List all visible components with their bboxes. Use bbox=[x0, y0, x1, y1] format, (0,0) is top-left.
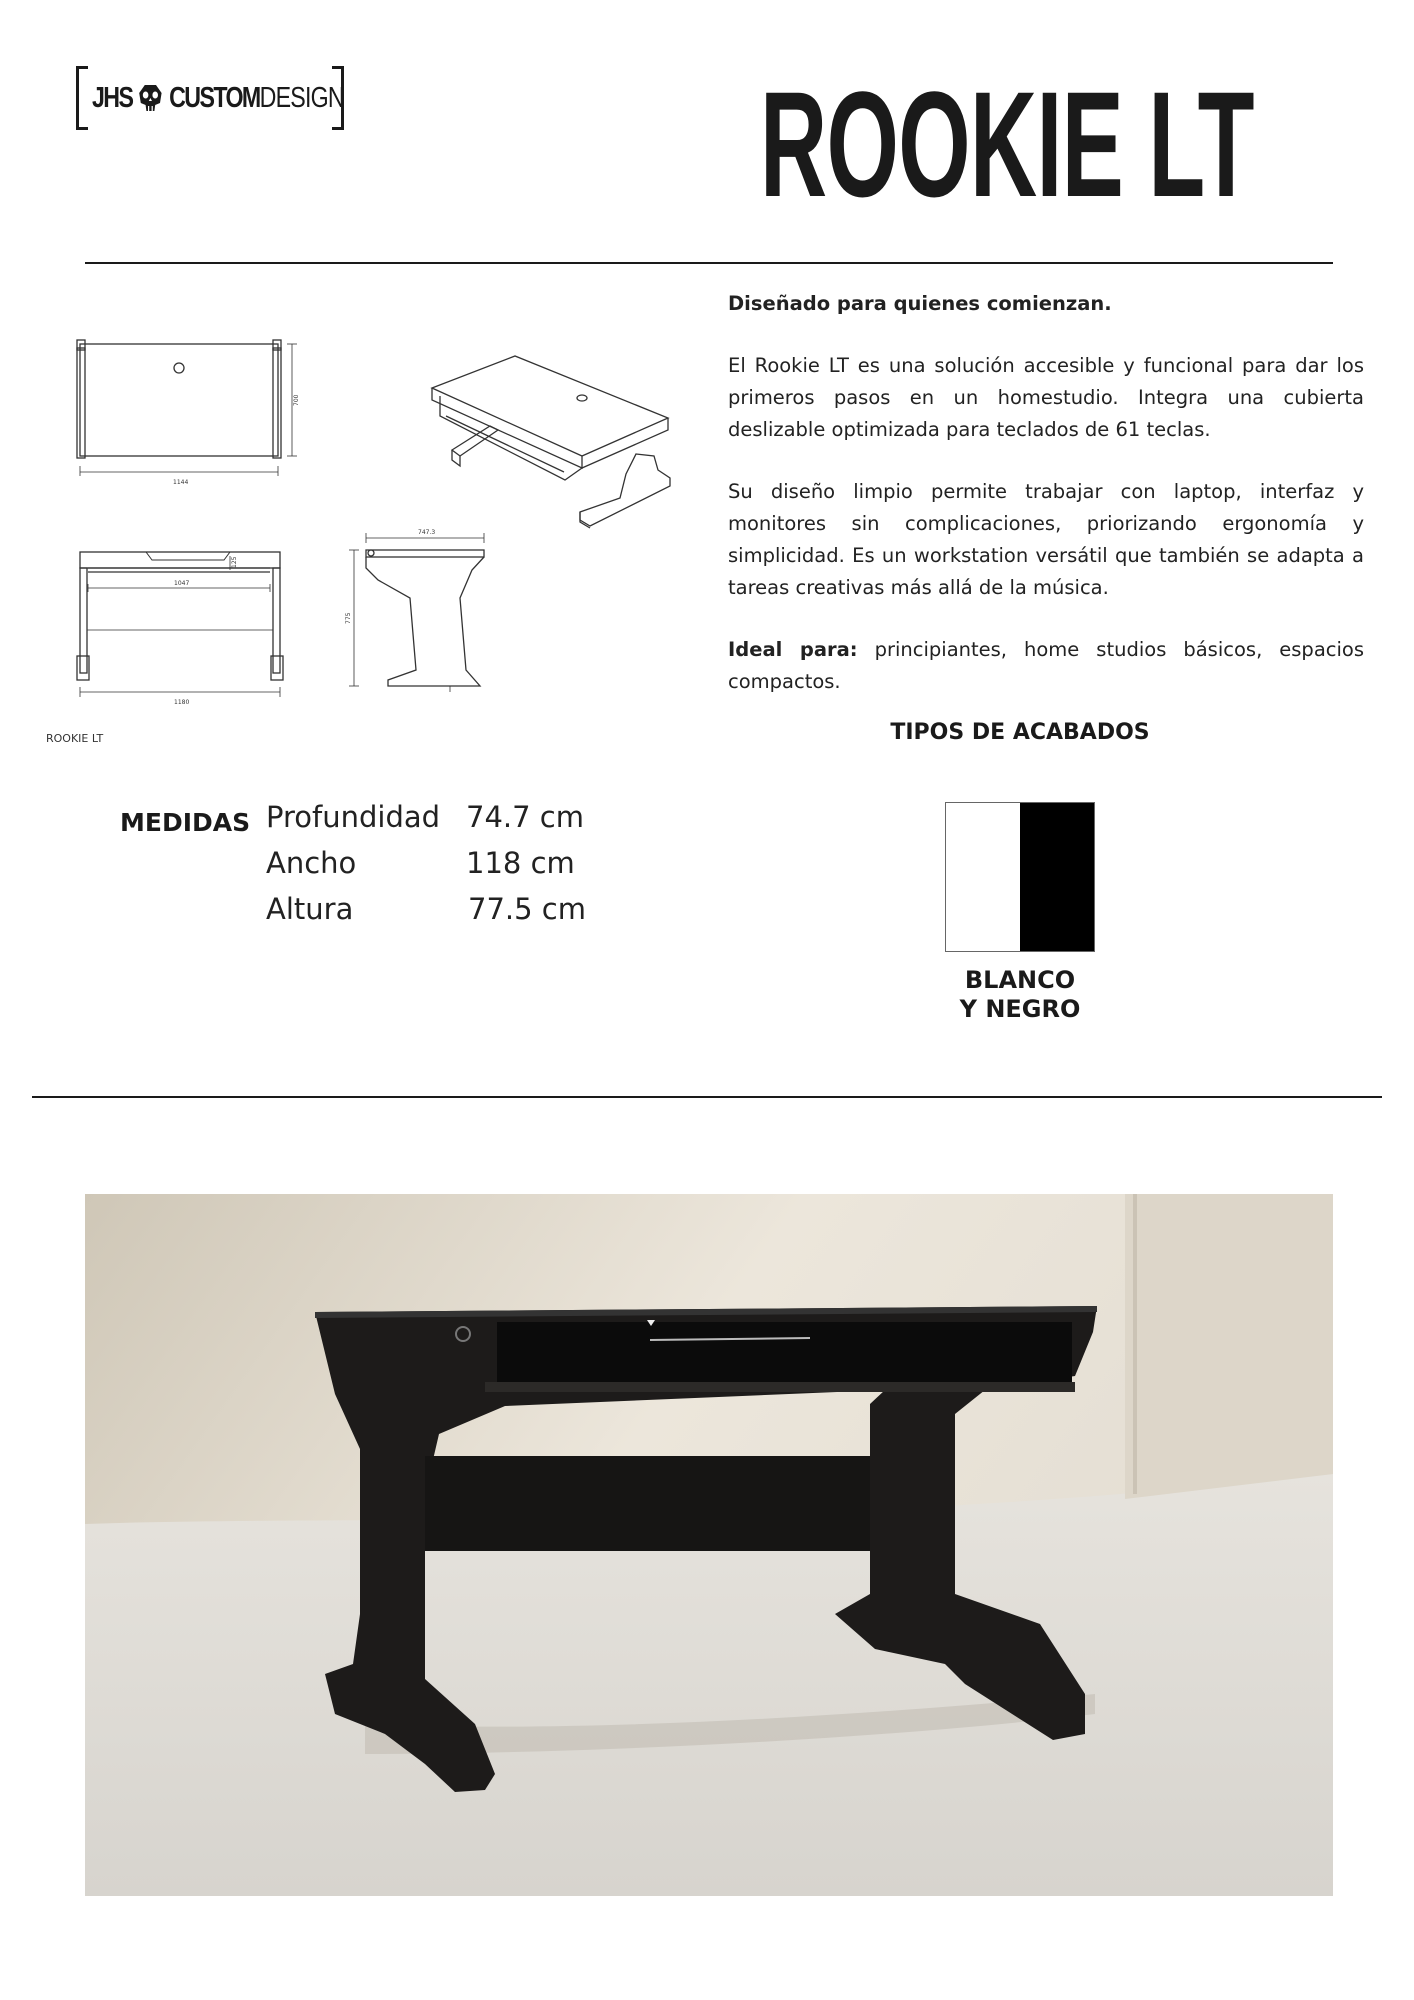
dim-front-drawer: 125 bbox=[231, 556, 238, 568]
finish-name-line-2: Y NEGRO bbox=[959, 995, 1081, 1023]
logo-part-custom: CUSTOM bbox=[169, 81, 260, 114]
bottom-divider bbox=[32, 1096, 1382, 1098]
finish-name bbox=[870, 966, 1170, 1024]
drawing-front-view bbox=[77, 552, 283, 706]
drawing-isometric-view bbox=[432, 356, 670, 528]
measure-name-width: Ancho bbox=[266, 846, 357, 880]
dim-top-depth: 700 bbox=[293, 394, 300, 406]
swatch-white bbox=[946, 803, 1020, 951]
drawing-caption: ROOKIE LT bbox=[46, 732, 104, 745]
dim-side-height: 775 bbox=[345, 612, 352, 624]
product-photo bbox=[85, 1194, 1333, 1896]
finish-name-line-1: BLANCO bbox=[964, 966, 1076, 994]
technical-drawings bbox=[60, 330, 680, 720]
description-lead: Diseñado para quienes comienzan. bbox=[728, 292, 1112, 315]
measures-label: MEDIDAS bbox=[120, 808, 251, 837]
drawing-side-view bbox=[345, 529, 484, 692]
logo-bracket-right bbox=[332, 66, 344, 130]
product-description bbox=[728, 288, 1364, 728]
ideal-text: principiantes, home studios básicos, espacios compactos. bbox=[728, 638, 1364, 693]
logo-text bbox=[92, 80, 344, 116]
skull-icon bbox=[137, 83, 164, 113]
product-title: ROOKIE LT bbox=[760, 60, 1254, 228]
dim-top-width: 1144 bbox=[173, 479, 189, 486]
finishes-title: TIPOS DE ACABADOS bbox=[890, 720, 1150, 745]
dim-front-inner: 1047 bbox=[174, 580, 190, 587]
measure-value-width: 118 cm bbox=[466, 846, 575, 880]
finish-swatch bbox=[945, 802, 1095, 952]
dim-front-total: 1180 bbox=[174, 699, 190, 706]
measure-name-height: Altura bbox=[266, 892, 354, 926]
brand-logo bbox=[76, 66, 344, 130]
drawing-top-view bbox=[77, 340, 300, 486]
top-divider bbox=[85, 262, 1333, 264]
logo-bracket-left bbox=[76, 66, 88, 130]
description-ideal bbox=[728, 634, 1364, 698]
logo-part-design: DESIGN bbox=[259, 81, 344, 114]
logo-part-jhs: JHS bbox=[92, 81, 133, 114]
measure-value-height: 77.5 cm bbox=[468, 892, 586, 926]
dim-side-depth: 747.3 bbox=[418, 529, 436, 536]
ideal-label: Ideal para: bbox=[728, 638, 858, 661]
swatch-black bbox=[1020, 803, 1094, 951]
measure-name-depth: Profundidad bbox=[266, 800, 441, 834]
description-paragraph-1: El Rookie LT es una solución accesible y funcional para dar los primeros pasos en un homestudio. Integra una cubierta deslizable optimizada para teclados de 61 teclas. bbox=[728, 354, 1364, 441]
measure-value-depth: 74.7 cm bbox=[466, 800, 584, 834]
description-paragraph-2: Su diseño limpio permite trabajar con laptop, interfaz y monitores sin complicaciones, priorizando ergonomía y simplicidad. Es un workstation versátil que también se adapta a tareas creativas más allá de la música. bbox=[728, 480, 1364, 599]
